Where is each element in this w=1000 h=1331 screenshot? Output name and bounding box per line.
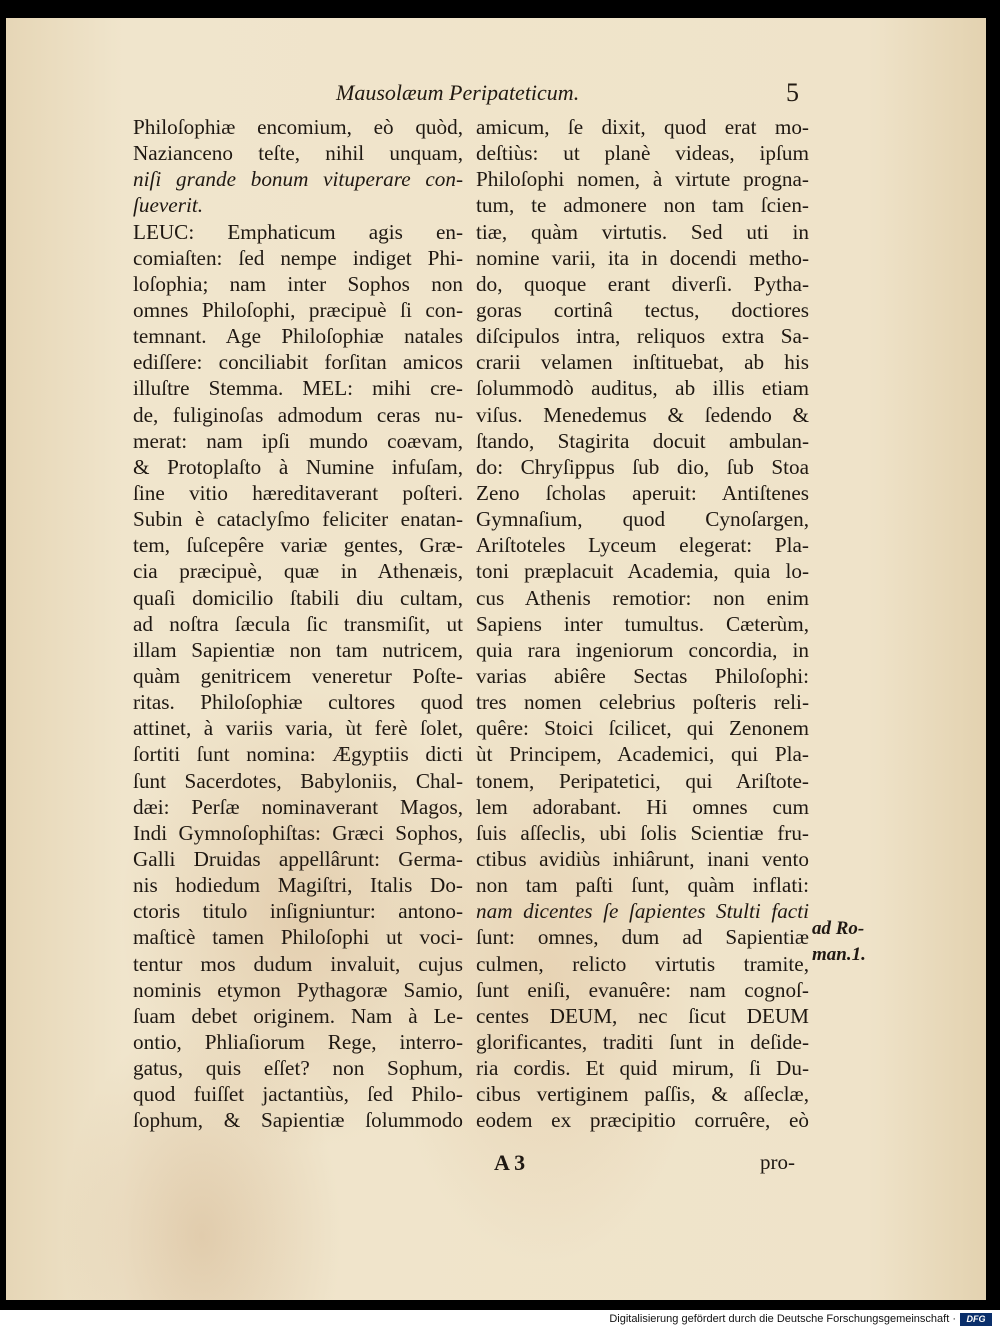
text-line: quêre: Stoici ſcilicet, qui Zenonem: [476, 716, 809, 741]
text-line: ùt Principem, Academici, qui Pla-: [476, 742, 809, 767]
text-line: Zeno ſcholas aperuit: Antiſtenes: [476, 480, 809, 505]
text-line: Gymnaſium, quod Cynoſargen,: [476, 507, 809, 532]
text-line: maſticè tamen Philoſophi ut voci-: [133, 925, 463, 950]
running-title: Mausolæum Peripateticum.: [336, 80, 580, 105]
text-line: ſine vitio hæreditaverant poſteri.: [133, 480, 463, 505]
text-line: culmen, relicto virtutis tramite,: [476, 951, 809, 976]
text-line: Nazianceno teſte, nihil unquam,: [133, 141, 463, 166]
text-line: Sapiens inter tumultus. Cæterùm,: [476, 611, 809, 636]
text-line: do: Chryſippus ſub dio, ſub Stoa: [476, 454, 809, 479]
text-line: tum, te admonere non tam ſcien-: [476, 193, 809, 218]
text-line: amicum, ſe dixit, quod erat mo-: [476, 115, 809, 139]
text-line: non tam paſti ſunt, quàm inflati:: [476, 873, 809, 898]
text-line: LEUC: Emphaticum agis en-: [133, 219, 463, 244]
text-line: ſuam debet originem. Nam à Le-: [133, 1003, 463, 1028]
text-line: tiæ, quàm virtutis. Sed uti in: [476, 219, 809, 244]
text-line: illam Sapientiæ non tam nutricem,: [133, 637, 463, 662]
text-line: Indi Gymnoſophiſtas: Græci Sophos,: [133, 820, 463, 845]
text-line: niſi grande bonum vituperare con-: [133, 167, 463, 192]
text-line: cus Athenis remotior: non enim: [476, 585, 809, 610]
text-line: goras cortinâ tectus, doctiores: [476, 297, 809, 322]
text-line: tentur mos dudum invaluit, cujus: [133, 951, 463, 976]
text-line: ctibus avidiùs inhiârunt, inani vento: [476, 846, 809, 871]
text-line: quaſi domicilio ſtabili diu cultam,: [133, 585, 463, 610]
text-line: cia præcipuè, quæ in Athenæis,: [133, 559, 463, 584]
left-text-column: [133, 114, 463, 1133]
text-line: ſophum, & Sapientiæ ſolummodo: [133, 1108, 463, 1133]
page-number: 5: [786, 78, 799, 107]
text-line: illuſtre Stemma. MEL: mihi cre-: [133, 376, 463, 401]
text-line: ſortiti ſunt nomina: Ægyptiis dicti: [133, 742, 463, 767]
text-line: ritas. Philoſophiæ cultores quod: [133, 690, 463, 715]
text-line: de, fuliginoſas admodum ceras nu-: [133, 402, 463, 427]
text-line: merat: nam ipſi mundo coævam,: [133, 428, 463, 453]
text-line: cibus vertiginem paſſis, & aſſeclæ,: [476, 1082, 809, 1107]
text-line: Philoſophi nomen, à virtute progna-: [476, 167, 809, 192]
text-line: ad noſtra ſæcula ſic transmiſit, ut: [133, 611, 463, 636]
text-line: viſus. Menedemus & ſedendo &: [476, 402, 809, 427]
footer-bar: [0, 1310, 1000, 1331]
text-line: & Protoplaſto à Numine infuſam,: [133, 454, 463, 479]
text-line: Ariſtoteles Lyceum elegerat: Pla-: [476, 533, 809, 558]
text-line: ſuis aſſeclis, ubi ſolis Scientiæ fru-: [476, 820, 809, 845]
text-line: eodem ex præcipitio corruêre, eò: [476, 1108, 809, 1133]
text-line: tonem, Peripatetici, qui Ariſtote-: [476, 768, 809, 793]
text-line: temnant. Age Philoſophiæ natales: [133, 324, 463, 349]
text-line: nis hodiedum Magiſtri, Italis Do-: [133, 873, 463, 898]
text-line: Subin è cataclyſmo feliciter enatan-: [133, 507, 463, 532]
dfg-logo-icon: DFG: [960, 1313, 992, 1326]
right-text-column: [476, 114, 809, 1133]
text-line: ediſſere: conciliabit forſitan amicos: [133, 350, 463, 375]
marginal-note-line: ad Ro-: [812, 918, 865, 939]
text-line: comiaſten: ſed nempe indiget Phi-: [133, 245, 463, 270]
text-line: ſtando, Stagirita docuit ambulan-: [476, 428, 809, 453]
text-line: ria cordis. Et quid mirum, ſi Du-: [476, 1056, 809, 1081]
marginal-note-line: man.1.: [812, 944, 866, 965]
text-line: lem adorabant. Hi omnes cum: [476, 794, 809, 819]
footer-credit: Digitalisierung gefördert durch die Deutsche Forschungsgemeinschaft ·: [609, 1313, 956, 1325]
text-line: attinet, à variis varia, ùt ferè ſolet,: [133, 716, 463, 741]
text-line: quia rara ingeniorum concordia, in: [476, 637, 809, 662]
text-line: ontio, Phliaſiorum Rege, interro-: [133, 1029, 463, 1054]
text-line: quàm genitricem veneretur Poſte-: [133, 663, 463, 688]
marginal-note: [812, 916, 866, 968]
text-line: crarii velamen inſtituebat, ab his: [476, 350, 809, 375]
text-line: ſueverit.: [133, 193, 204, 218]
text-line: varias abiêre Sectas Philoſophi:: [476, 663, 809, 688]
text-line: Philoſophiæ encomium, eò quòd,: [133, 115, 463, 139]
text-line: do, quoque erant diverſi. Pytha-: [476, 271, 809, 296]
text-line: gatus, quis eſſet? non Sophum,: [133, 1056, 463, 1081]
text-line: toni præplacuit Academia, quia lo-: [476, 559, 809, 584]
text-line: ſunt eniſi, evanuêre: nam cognoſ-: [476, 977, 809, 1002]
text-line: nomine varii, ita in docendi metho-: [476, 245, 809, 270]
text-line: centes DEUM, nec ſicut DEUM: [476, 1003, 809, 1028]
text-line: glorificantes, traditi ſunt in deſide-: [476, 1029, 809, 1054]
text-line: quod fuiſſet jactantiùs, ſed Philo-: [133, 1082, 463, 1107]
text-line: tem, ſuſcepêre variæ gentes, Græ-: [133, 533, 463, 558]
text-line: Galli Druidas appellârunt: Germa-: [133, 846, 463, 871]
text-line: tres nomen celebrius poſteris reli-: [476, 690, 809, 715]
text-line: ſunt: omnes, dum ad Sapientiæ: [476, 925, 809, 950]
catchword: pro-: [760, 1150, 795, 1174]
text-line: diſcipulos intra, reliquos extra Sa-: [476, 324, 809, 349]
text-line: deſtiùs: ut planè videas, ipſum: [476, 141, 809, 166]
text-line: nominis etymon Pythagoræ Samio,: [133, 977, 463, 1002]
text-line: ſunt Sacerdotes, Babyloniis, Chal-: [133, 768, 463, 793]
text-line: dæi: Perſæ nominaverant Magos,: [133, 794, 463, 819]
text-line: loſophia; nam inter Sophos non: [133, 271, 463, 296]
text-line: ctoris titulo inſigniuntur: antono-: [133, 899, 463, 924]
text-line: nam dicentes ſe ſapientes Stulti facti: [476, 899, 809, 924]
text-line: omnes Philoſophi, præcipuè ſi con-: [133, 297, 463, 322]
text-line: ſolummodò auditus, ab illis etiam: [476, 376, 809, 401]
signature-mark: A 3: [494, 1150, 526, 1175]
